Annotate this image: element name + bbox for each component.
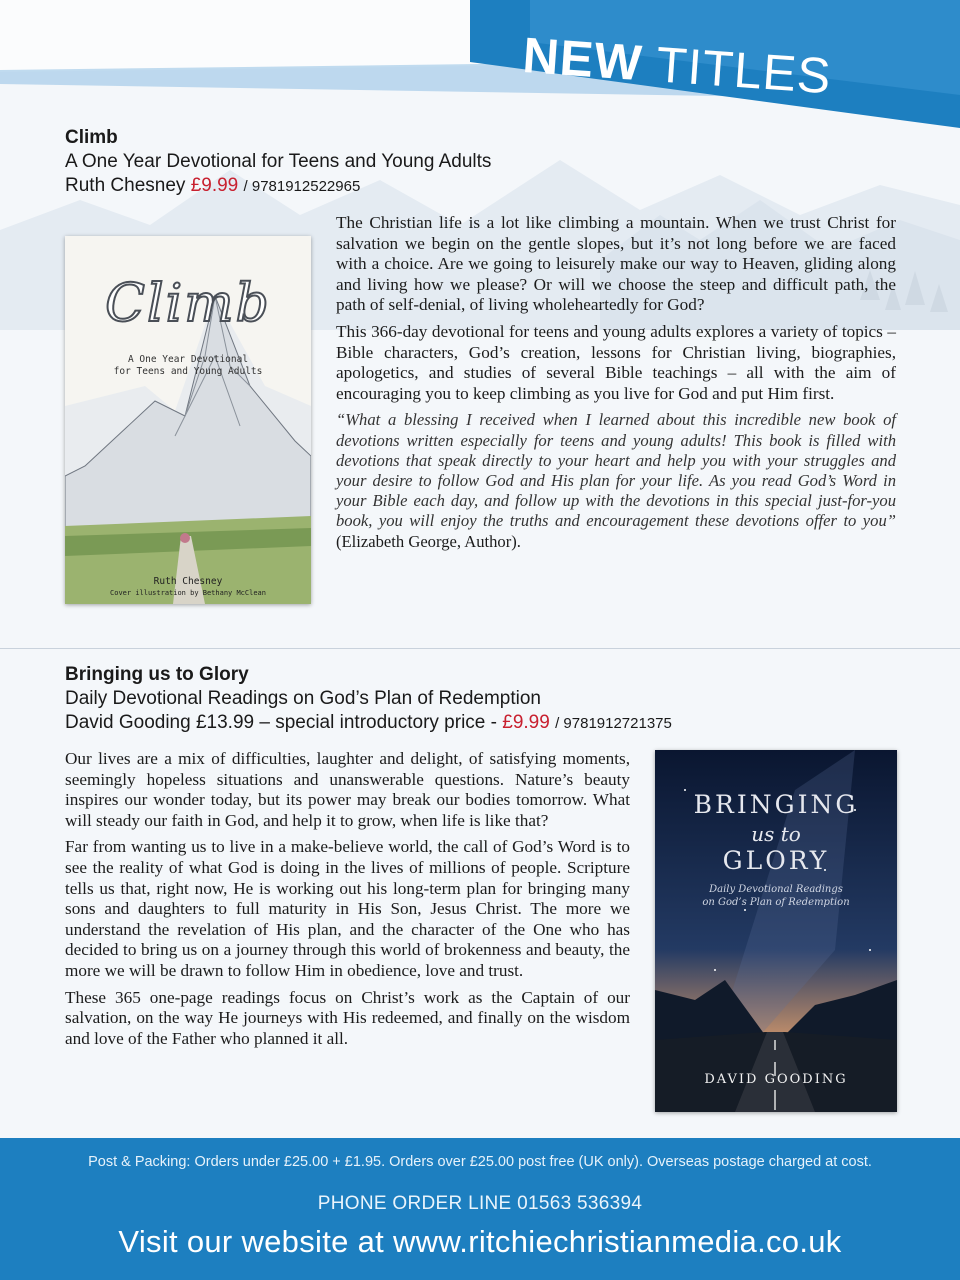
book2-paragraph-2: Far from wanting us to live in a make-believe world, the call of God’s Word is to see the reality of what God is doing in the lives of millions of people. Scripture tells us that, right now, He is working out his long-term plan for bringing many sons and daughters to full maturity in His Son, Jesus Christ. The more we understand the revelation of His plan, and the character of the One who has decided to bring us on a journey through this world of brokenness and beauty, the more we will be drawn to follow Him in obedience, love and trust. — [65, 837, 630, 980]
book2-title: Bringing us to Glory — [65, 664, 249, 685]
book2-author-line — [65, 711, 672, 736]
banner-title-light: TITLES — [654, 36, 834, 105]
book1-quote-text: “What a blessing I received when I learned about this incredible new book of devotions written especially for teens and young adults! This book is filled with devotions that speak directly to your heart and help you with your struggles and your desire to follow God and His plan for your life. As you read God’s Word in your Bible each day, and follow up with the devotions in this special just-for-you book, you will enjoy the truths and encouragement these devotions offer to you” — [336, 410, 896, 531]
section-divider — [0, 648, 960, 649]
bringing-us-to-glory-book-cover — [655, 750, 897, 1112]
book2-isbn: / 9781912721375 — [555, 715, 672, 732]
climb-cover-title: Climb — [105, 274, 271, 334]
climb-cover-subtitle-1: A One Year Devotional — [127, 354, 249, 365]
book2-paragraph-3: These 365 one-page readings focus on Christ’s work as the Captain of our salvation, on the way He journeys with His redeemed, and finally on the wisdom and love of the Father who planned it all. — [65, 987, 630, 1048]
book1-author: Ruth Chesney — [65, 175, 186, 196]
glory-cover-subtitle-1: Daily Devotional Readings — [709, 884, 843, 895]
climb-cover-credit: Cover illustration by Bethany McClean — [110, 589, 266, 597]
glory-cover-subtitle-2: on God’s Plan of Redemption — [702, 897, 850, 908]
climb-cover-subtitle-2: for Teens and Young Adults — [113, 366, 263, 377]
climb-book-cover — [65, 236, 311, 604]
book1-title: Climb — [65, 127, 118, 148]
glory-cover-line1: BRINGING — [693, 790, 859, 819]
book1-paragraph-2: This 366-day devotional for teens and young adults explores a variety of topics – Bible characters, God’s creation, lessons for Christian living, biographies, apologetics, and studies of several Bible teachings – all with the aim of encouraging you to keep climbing as you live for God and put Him first. — [336, 321, 896, 403]
book1-description — [336, 213, 896, 558]
banner-title-bold: NEW — [521, 26, 645, 92]
footer — [0, 1138, 960, 1280]
website-link[interactable]: Visit our website at www.ritchiechristianmedia.co.uk — [118, 1224, 842, 1259]
book1-author-line — [65, 174, 491, 199]
book2-paragraph-1: Our lives are a mix of difficulties, laughter and delight, of satisfying moments, seemingly hopeless situations and unanswerable questions. Nature’s beauty inspires our wonder today, but its power may break our bodies tomorrow. What will steady our faith in God, and help it to grow, when life is like that? — [65, 749, 630, 830]
postage-info: Post & Packing: Orders under £25.00 + £1.95. Orders over £25.00 post free (UK only). Overseas postage charged at cost. — [88, 1154, 872, 1170]
book2-price: £9.99 — [502, 712, 550, 733]
glory-cover-line3: GLORY — [722, 846, 830, 875]
book2-description — [65, 749, 630, 1055]
book1-quote — [336, 410, 896, 551]
book1-paragraph-1: The Christian life is a lot like climbing a mountain. When we trust Christ for salvation we begin on the gentle slopes, but it’s not long before we are faced with a choice. Are we going to leisurely make our way to Heaven, gliding along and living how we please? Or will we choose the steep and difficult path, the path of self-denial, of living wholeheartedly for God? — [336, 213, 896, 315]
book2-heading — [65, 663, 672, 736]
climb-cover-author: Ruth Chesney — [153, 576, 223, 587]
book1-quote-attribution: (Elizabeth George, Author). — [336, 531, 521, 551]
glory-cover-author: DAVID GOODING — [704, 1072, 848, 1087]
book1-subtitle: A One Year Devotional for Teens and Young Adults — [65, 151, 492, 172]
book1-isbn: / 9781912522965 — [243, 178, 361, 195]
book2-subtitle: Daily Devotional Readings on God’s Plan of Redemption — [65, 688, 541, 709]
phone-order-line: PHONE ORDER LINE 01563 536394 — [317, 1193, 643, 1214]
book1-heading — [65, 126, 491, 199]
book1-price: £9.99 — [190, 175, 239, 196]
glory-cover-line2: us to — [751, 822, 801, 846]
book2-author-price: David Gooding £13.99 – special introductory price - — [65, 712, 497, 733]
